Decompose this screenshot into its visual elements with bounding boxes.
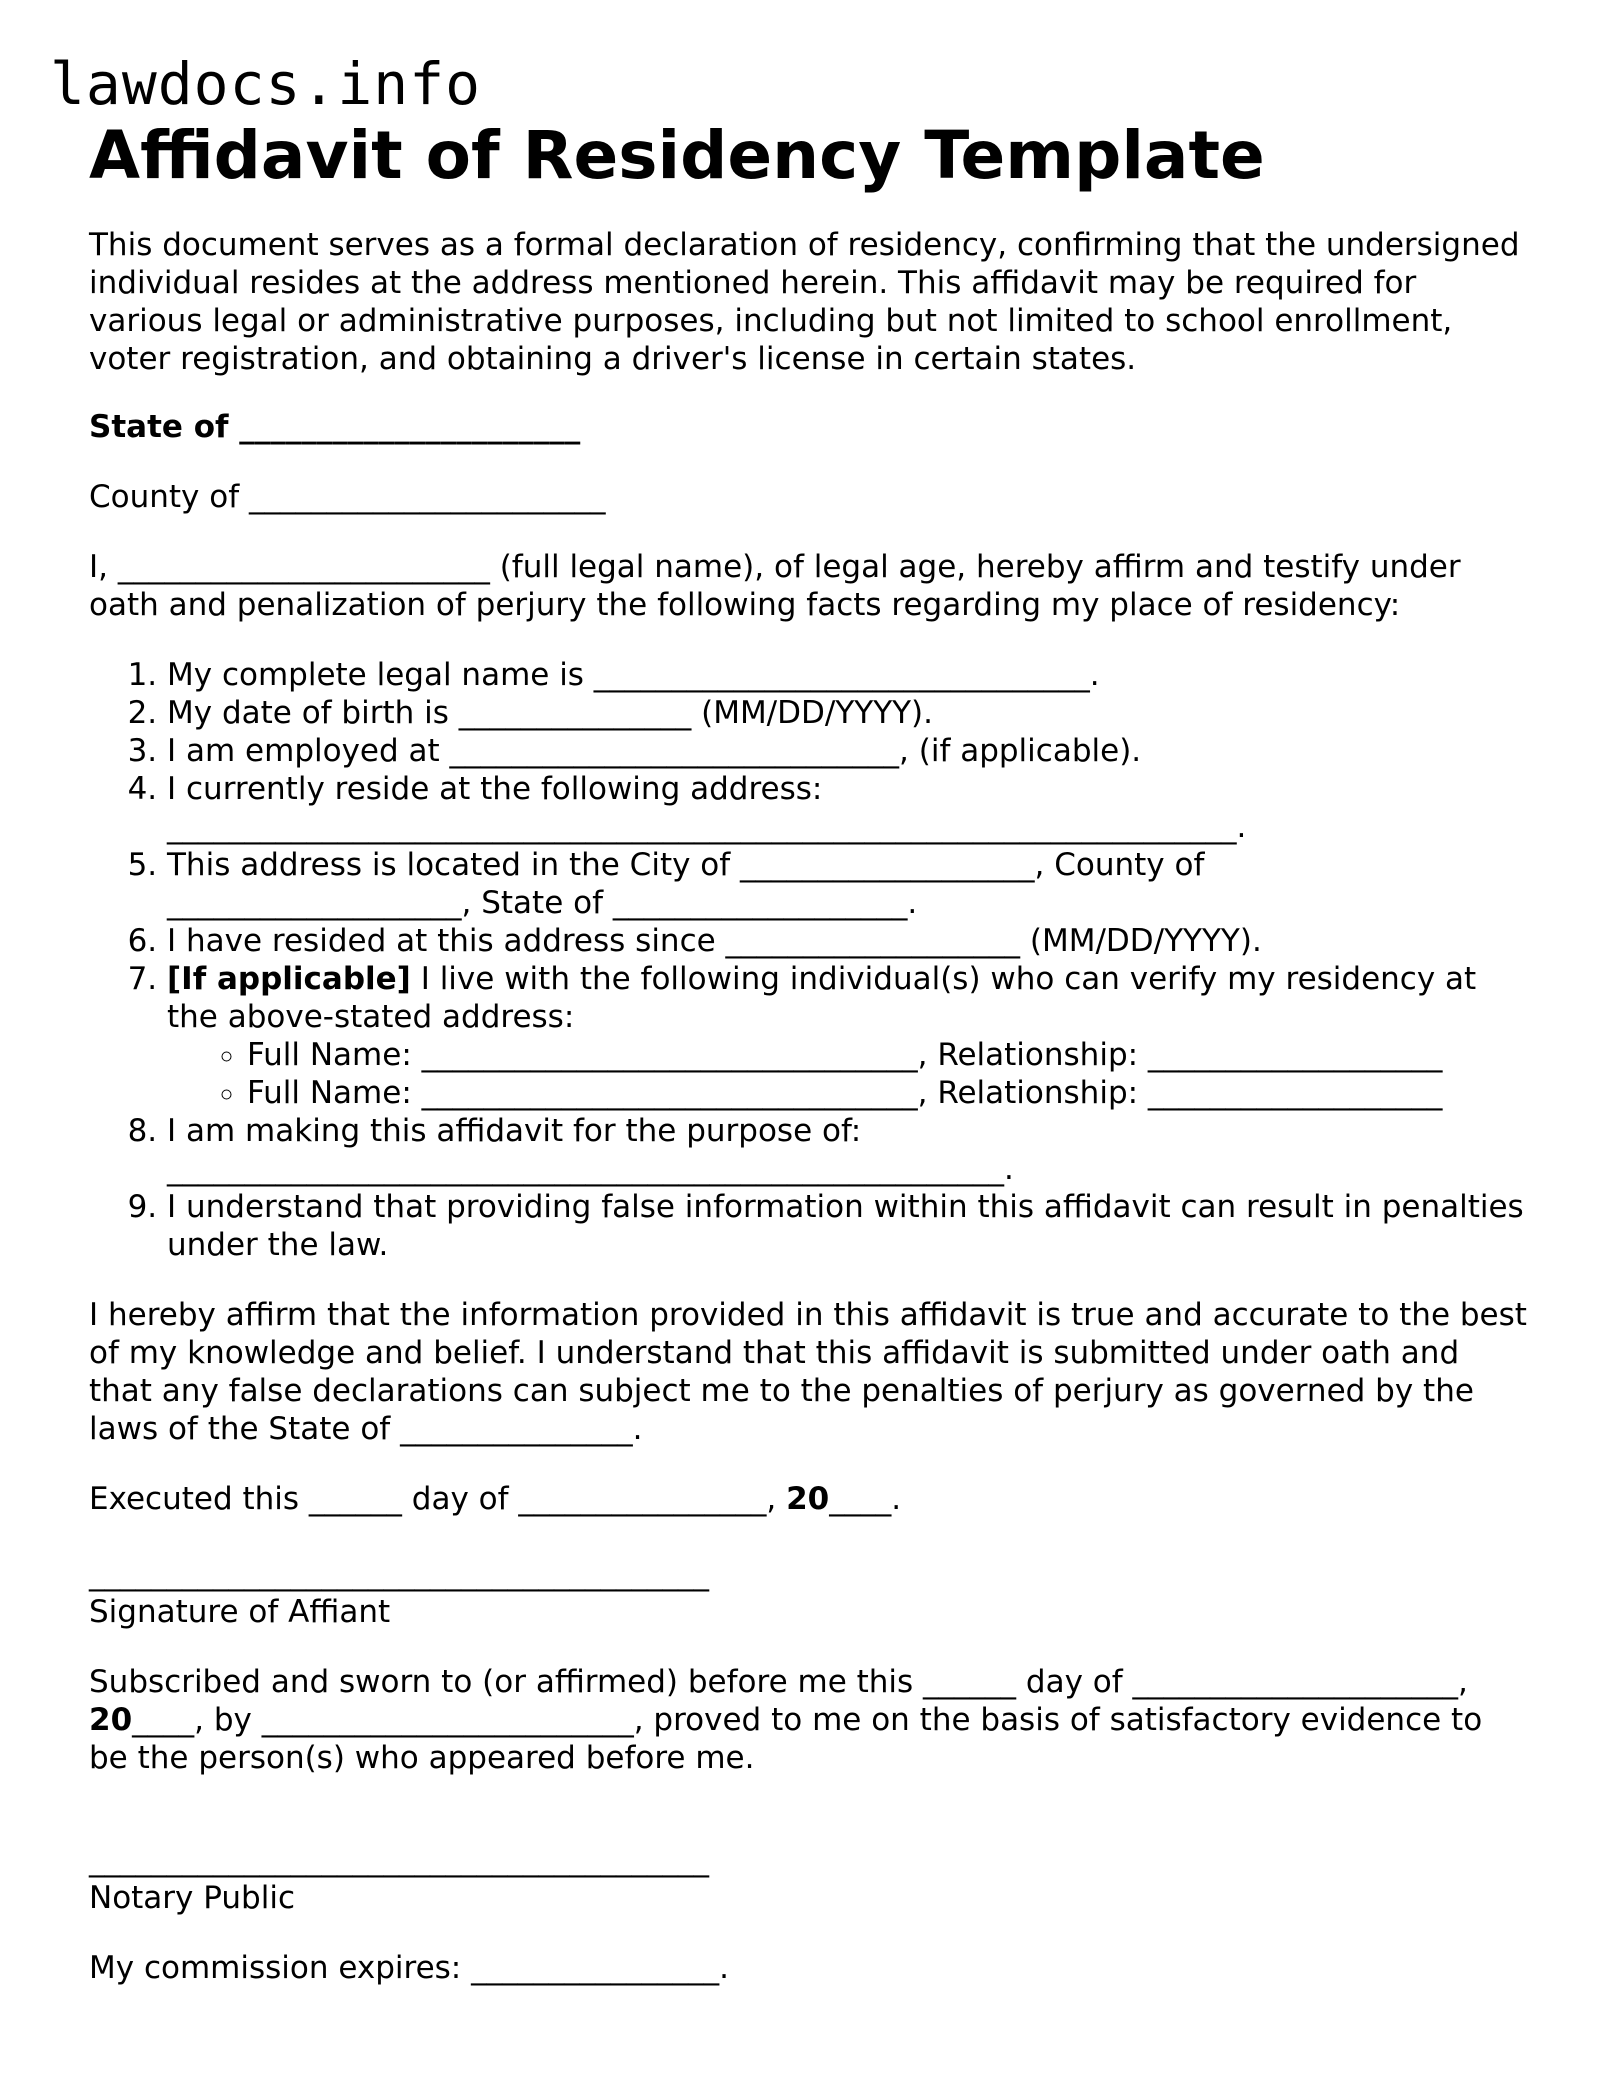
sworn-year: 20: [89, 1702, 133, 1738]
executed-year: 20: [786, 1481, 830, 1517]
fact-item-3: 3. I am employed at _____________________________, (if applicable).: [167, 732, 1529, 770]
county-state-blank: ___________________, State of ___________________.: [167, 885, 918, 921]
fact-item-4-text: I currently reside at the following address:: [167, 771, 823, 807]
purpose-blank: ______________________________________________________.: [167, 1151, 1014, 1187]
address-blank: _____________________________________________________________________.: [167, 809, 1247, 845]
affirmation-paragraph: I hereby affirm that the information provided in this affidavit is true and accurate to the best of my knowledge and belief. I understand that this affidavit is submitted under oath and that any false declarations can subject me to the penalties of perjury as governed by the laws of the State of _______________.: [89, 1297, 1527, 1447]
fact-item-2: 2. My date of birth is _______________ (MM/DD/YYYY).: [167, 694, 1529, 732]
executed-suffix: ____.: [829, 1481, 902, 1517]
fact-item-9: 9. I understand that providing false information within this affidavit can result in penalties under the law.: [167, 1188, 1529, 1264]
fact-item-6: 6. I have resided at this address since ___________________ (MM/DD/YYYY).: [167, 922, 1529, 960]
sworn-paragraph: [89, 1663, 1529, 1777]
county-of-field: County of _______________________: [89, 479, 606, 515]
fact-item-1: 1. My complete legal name is ________________________________.: [167, 656, 1529, 694]
verifier-item-1: ◦ Full Name: ________________________________, Relationship: ___________________: [247, 1036, 1529, 1074]
commission-expires-line: My commission expires: ________________.: [89, 1950, 729, 1986]
facts-list: [89, 656, 1529, 1264]
verifier-item-2: ◦ Full Name: ________________________________, Relationship: ___________________: [247, 1074, 1529, 1112]
sworn-part-1: Subscribed and sworn to (or affirmed) before me this ______ day of _____________________,: [89, 1664, 1468, 1700]
fact-item-5-text: This address is located in the City of ___________________, County of: [167, 847, 1205, 883]
executed-prefix: Executed this ______ day of ________________,: [89, 1481, 787, 1517]
fact-item-8-text: I am making this affidavit for the purpose of:: [167, 1113, 862, 1149]
sworn-part-2: ____, by ________________________, proved to me on the basis of satisfactory evidence to be the person(s) who appeared before me.: [89, 1702, 1483, 1776]
notary-signature-line: ________________________________________: [89, 1842, 709, 1878]
state-of-field: State of ______________________: [89, 409, 581, 445]
document-title: Affidavit of Residency Template: [89, 117, 1265, 194]
verifier-list: [167, 1036, 1529, 1112]
notary-signature-block: [89, 1841, 1529, 1917]
fact-item-7: [167, 960, 1529, 1112]
executed-line: [89, 1480, 1529, 1518]
declaration-paragraph: I, ________________________ (full legal name), of legal age, hereby affirm and testify under oath and penalization of perjury the following facts regarding my place of residency:: [89, 549, 1461, 623]
affiant-signature-label: Signature of Affiant: [89, 1594, 391, 1630]
fact-item-7-text: I live with the following individual(s) who can verify my residency at the above-stated address:: [167, 961, 1477, 1035]
affiant-signature-block: [89, 1555, 1529, 1631]
document-body: [89, 116, 1529, 1987]
notary-signature-label: Notary Public: [89, 1880, 295, 1916]
intro-paragraph: This document serves as a formal declaration of residency, confirming that the undersigned individual resides at the address mentioned herein. This affidavit may be required for various legal or administrative purposes, including but not limited to school enrollment, voter registration, and obtaining a driver's license in certain states.: [89, 227, 1520, 377]
fact-item-8: [167, 1112, 1529, 1188]
if-applicable-label: [If applicable]: [167, 961, 411, 997]
fact-item-5: [167, 846, 1529, 922]
fact-item-4: [167, 770, 1529, 846]
affiant-signature-line: ________________________________________: [89, 1556, 709, 1592]
watermark-text: lawdocs.info: [50, 50, 482, 118]
